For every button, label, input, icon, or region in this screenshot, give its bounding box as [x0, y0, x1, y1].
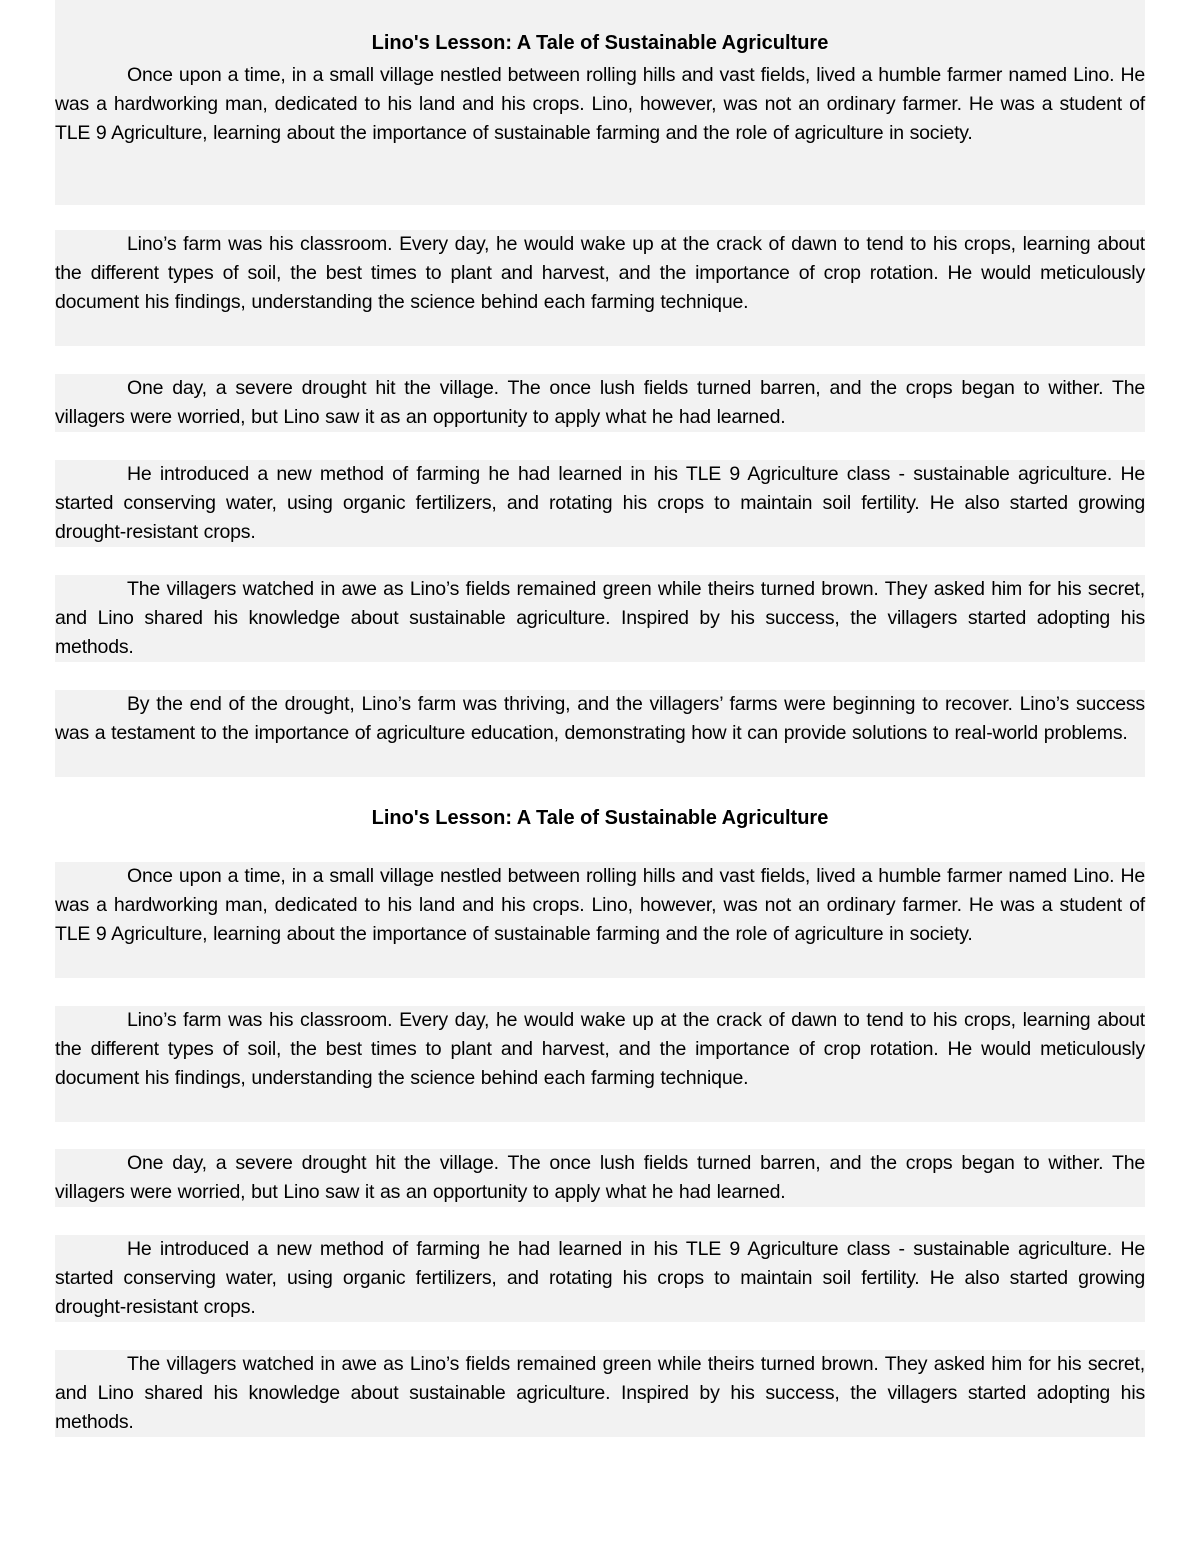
story-title: Lino's Lesson: A Tale of Sustainable Agriculture — [55, 0, 1145, 61]
story-paragraph-block — [55, 230, 1145, 346]
story-paragraph-block — [55, 862, 1145, 978]
story-paragraph: One day, a severe drought hit the village. The once lush fields turned barren, and the crops began to wither. The villagers were worried, but Lino saw it as an opportunity to apply what he had learned. — [55, 1149, 1145, 1207]
story-paragraph: One day, a severe drought hit the village. The once lush fields turned barren, and the crops began to wither. The villagers were worried, but Lino saw it as an opportunity to apply what he had learned. — [55, 374, 1145, 432]
story-paragraph: Lino’s farm was his classroom. Every day, he would wake up at the crack of dawn to tend to his crops, learning about the different types of soil, the best times to plant and harvest, and the importance of crop rotation. He would meticulously document his findings, understanding the science behind each farming technique. — [55, 1006, 1145, 1122]
story-section-1 — [55, 0, 1145, 205]
story-paragraph-block — [55, 1149, 1145, 1207]
story-title: Lino's Lesson: A Tale of Sustainable Agriculture — [371, 807, 829, 829]
story-paragraph: Lino’s farm was his classroom. Every day, he would wake up at the crack of dawn to tend to his crops, learning about the different types of soil, the best times to plant and harvest, and the importance of crop rotation. He would meticulously document his findings, understanding the science behind each farming technique. — [55, 230, 1145, 346]
story-paragraph-block — [55, 374, 1145, 432]
story-paragraph: The villagers watched in awe as Lino’s fields remained green while theirs turned brown. They asked him for his secret, and Lino shared his knowledge about sustainable agriculture. Inspired by his success, the villagers started adopting his methods. — [55, 1350, 1145, 1437]
story-paragraph-block — [55, 1006, 1145, 1122]
story-paragraph-block — [55, 460, 1145, 547]
story-paragraph-block — [55, 575, 1145, 662]
story-paragraph: Once upon a time, in a small village nestled between rolling hills and vast fields, lived a humble farmer named Lino. He was a hardworking man, dedicated to his land and his crops. Lino, however, was not an ordinary farmer. He was a student of TLE 9 Agriculture, learning about the importance of sustainable farming and the role of agriculture in society. — [55, 61, 1145, 205]
story-paragraph: Once upon a time, in a small village nestled between rolling hills and vast fields, lived a humble farmer named Lino. He was a hardworking man, dedicated to his land and his crops. Lino, however, was not an ordinary farmer. He was a student of TLE 9 Agriculture, learning about the importance of sustainable farming and the role of agriculture in society. — [55, 862, 1145, 978]
story-paragraph-block — [55, 1235, 1145, 1322]
story-paragraph: He introduced a new method of farming he had learned in his TLE 9 Agriculture class - sustainable agriculture. He started conserving water, using organic fertilizers, and rotating his crops to maintain soil fertility. He also started growing drought-resistant crops. — [55, 1235, 1145, 1322]
story-paragraph-block — [55, 690, 1145, 777]
story-paragraph: By the end of the drought, Lino’s farm was thriving, and the villagers’ farms were beginning to recover. Lino’s success was a testament to the importance of agriculture education, demonstrating how it can provide solutions to real-world problems. — [55, 690, 1145, 777]
story-paragraph-block — [55, 1350, 1145, 1437]
story-section-2 — [55, 806, 1145, 830]
story-paragraph: The villagers watched in awe as Lino’s fields remained green while theirs turned brown. They asked him for his secret, and Lino shared his knowledge about sustainable agriculture. Inspired by his success, the villagers started adopting his methods. — [55, 575, 1145, 662]
story-paragraph: He introduced a new method of farming he had learned in his TLE 9 Agriculture class - sustainable agriculture. He started conserving water, using organic fertilizers, and rotating his crops to maintain soil fertility. He also started growing drought-resistant crops. — [55, 460, 1145, 547]
